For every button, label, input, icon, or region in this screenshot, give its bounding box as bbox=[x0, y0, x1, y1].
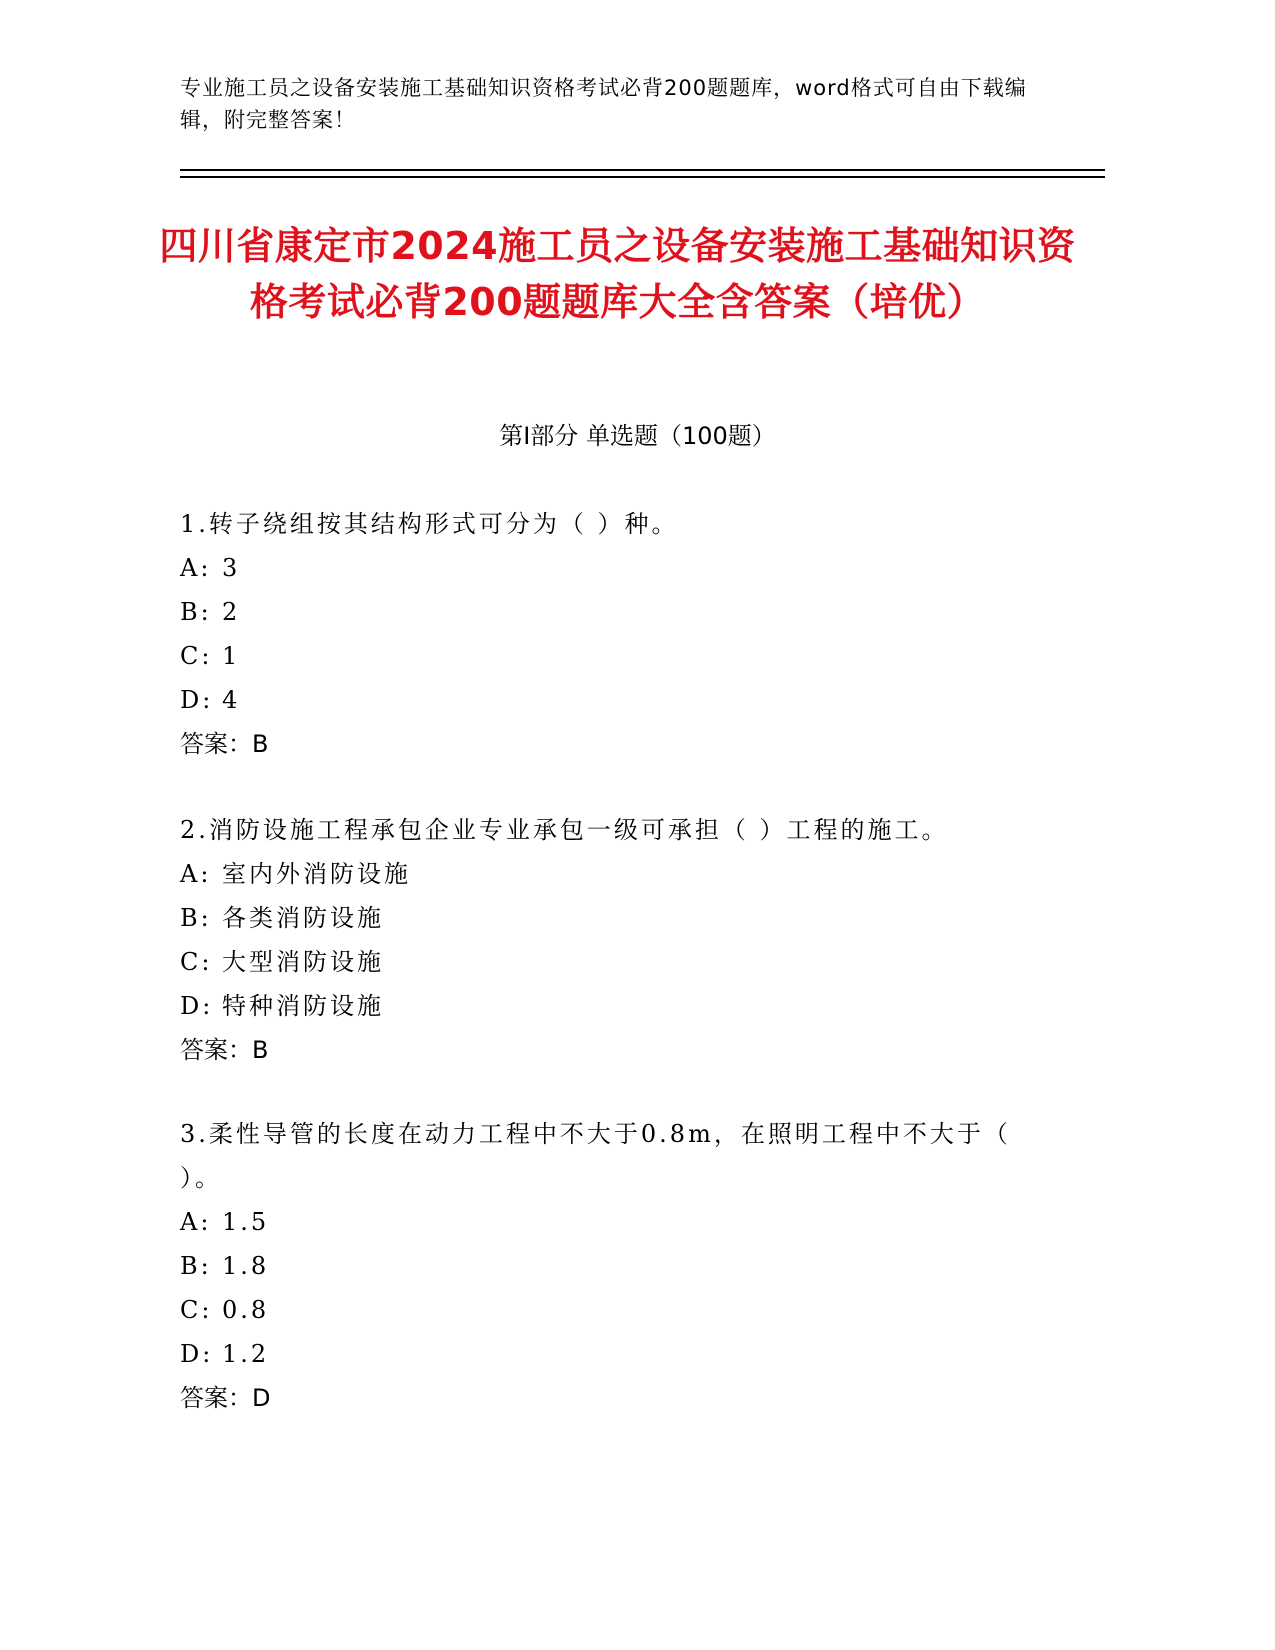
document-title: 四川省康定市2024施工员之设备安装施工基础知识资格考试必背200题题库大全含答案（培优） bbox=[159, 224, 1076, 324]
option-letter: B: bbox=[180, 598, 212, 626]
option-d bbox=[180, 1332, 1060, 1376]
option-a bbox=[180, 852, 1060, 896]
option-a bbox=[180, 546, 1060, 590]
option-a bbox=[180, 1200, 1060, 1244]
option-text: 1 bbox=[222, 642, 241, 670]
option-b bbox=[180, 1244, 1060, 1288]
question-block bbox=[180, 808, 1060, 1072]
option-c bbox=[180, 940, 1060, 984]
option-letter: C: bbox=[180, 948, 213, 976]
option-text: 1.8 bbox=[222, 1252, 270, 1280]
option-text: 1.5 bbox=[222, 1208, 270, 1236]
option-text: 0.8 bbox=[222, 1296, 270, 1324]
header-divider-bottom bbox=[180, 176, 1105, 178]
document-intro: 专业施工员之设备安装施工基础知识资格考试必背200题题库，word格式可自由下载编辑，附完整答案！ bbox=[180, 76, 1027, 132]
question-stem: 2.消防设施工程承包企业专业承包一级可承担（ ）工程的施工。 bbox=[180, 816, 949, 844]
option-c bbox=[180, 1288, 1060, 1332]
option-b bbox=[180, 896, 1060, 940]
option-text: 2 bbox=[222, 598, 241, 626]
option-letter: D: bbox=[180, 686, 214, 714]
option-b bbox=[180, 590, 1060, 634]
answer-line: 答案：B bbox=[180, 730, 269, 758]
option-letter: A: bbox=[180, 554, 212, 582]
option-letter: A: bbox=[180, 860, 212, 888]
option-d bbox=[180, 984, 1060, 1028]
option-text: 特种消防设施 bbox=[222, 992, 384, 1020]
header-divider-top bbox=[180, 169, 1105, 171]
option-text: 室内外消防设施 bbox=[222, 860, 411, 888]
option-letter: C: bbox=[180, 1296, 213, 1324]
question-stem: 3.柔性导管的长度在动力工程中不大于0.8m，在照明工程中不大于（ ）。 bbox=[180, 1120, 1011, 1192]
option-text: 3 bbox=[222, 554, 241, 582]
option-d bbox=[180, 678, 1060, 722]
option-letter: D: bbox=[180, 992, 214, 1020]
option-letter: D: bbox=[180, 1340, 214, 1368]
section-heading: 第I部分 单选题（100题） bbox=[499, 422, 776, 450]
option-text: 各类消防设施 bbox=[222, 904, 384, 932]
option-text: 大型消防设施 bbox=[222, 948, 384, 976]
option-text: 4 bbox=[222, 686, 241, 714]
option-letter: C: bbox=[180, 642, 213, 670]
question-block bbox=[180, 502, 1060, 766]
question-stem: 1.转子绕组按其结构形式可分为（ ）种。 bbox=[180, 510, 679, 538]
option-letter: B: bbox=[180, 904, 212, 932]
option-letter: B: bbox=[180, 1252, 212, 1280]
option-letter: A: bbox=[180, 1208, 212, 1236]
answer-line: 答案：B bbox=[180, 1036, 269, 1064]
question-block bbox=[180, 1112, 1060, 1420]
option-text: 1.2 bbox=[222, 1340, 270, 1368]
answer-line: 答案：D bbox=[180, 1384, 271, 1412]
option-c bbox=[180, 634, 1060, 678]
